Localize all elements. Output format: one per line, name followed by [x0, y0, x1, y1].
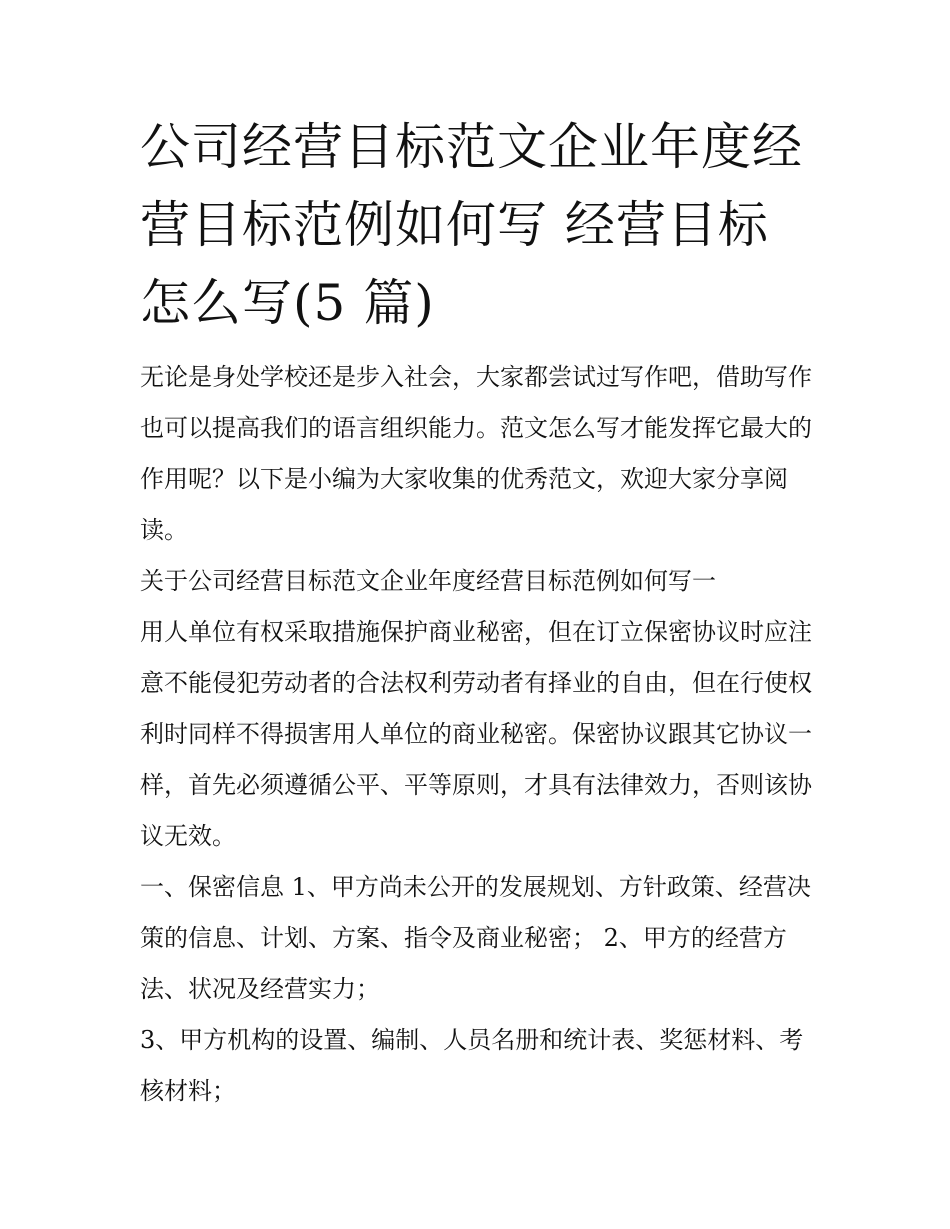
document-page: [140, 108, 815, 1117]
list-item-paragraph: 3、甲方机构的设置、编制、人员名册和统计表、奖惩材料、考核材料；: [140, 1026, 804, 1105]
section-heading: 关于公司经营目标范文企业年度经营目标范例如何写一: [140, 567, 716, 595]
confidential-info-paragraph: 一、保密信息 1、甲方尚未公开的发展规划、方针政策、经营决策的信息、计划、方案、指令及商业秘密； 2、甲方的经营方法、状况及经营实力；: [140, 873, 811, 1003]
intro-paragraph: 无论是身处学校还是步入社会，大家都尝试过写作吧，借助写作也可以提高我们的语言组织能力。范文怎么写才能发挥它最大的作用呢？以下是小编为大家收集的优秀范文，欢迎大家分享阅读。: [140, 363, 812, 544]
body-paragraph: 用人单位有权采取措施保护商业秘密，但在订立保密协议时应注意不能侵犯劳动者的合法权利劳动者有择业的自由，但在行使权利时同样不得损害用人单位的商业秘密。保密协议跟其它协议一样，首先必须遵循公平、平等原则，才具有法律效力，否则该协议无效。: [140, 618, 812, 850]
document-body: [140, 352, 815, 1117]
document-title: 公司经营目标范文企业年度经营目标范例如何写 经营目标怎么写(5 篇): [140, 118, 803, 332]
